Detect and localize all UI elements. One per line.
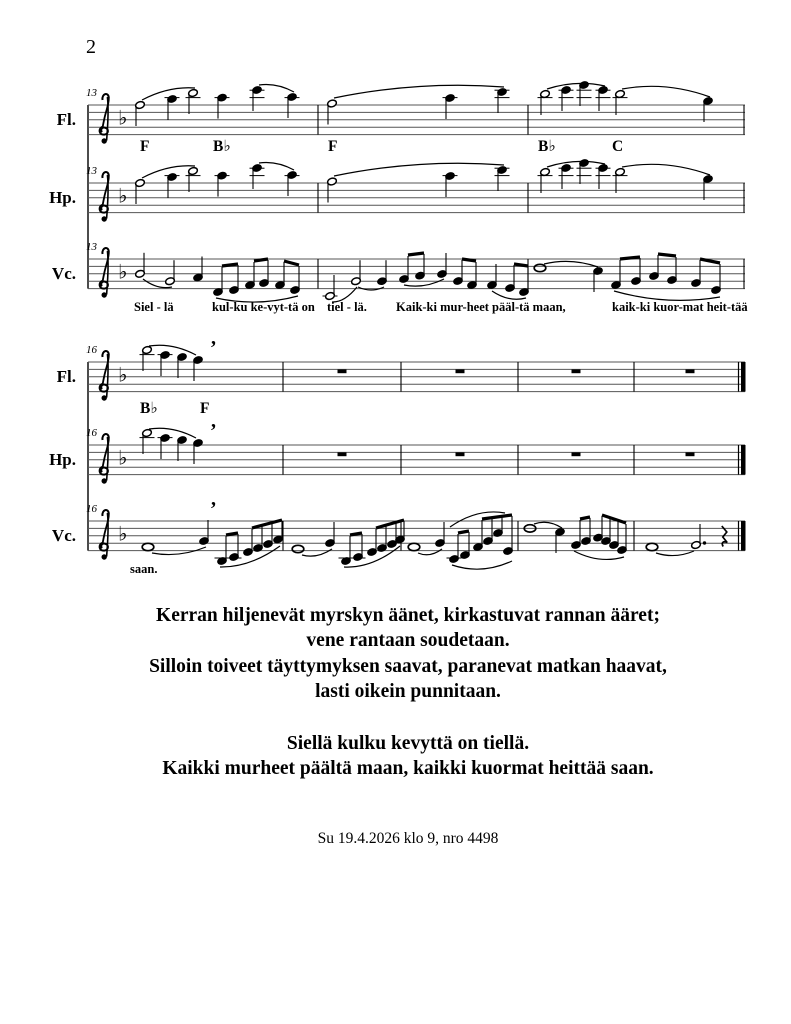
- beam: [222, 264, 238, 266]
- whole-rest: [456, 452, 465, 456]
- beam: [580, 517, 590, 519]
- treble-clef-icon: [102, 216, 107, 221]
- instrument-label: Hp.: [49, 188, 76, 207]
- verse-line: vene rantaan soudetaan.: [306, 630, 510, 652]
- breath-mark: ’: [210, 337, 217, 359]
- slur: [656, 551, 694, 556]
- treble-clef-icon: [107, 437, 108, 481]
- whole-rest: [338, 452, 347, 456]
- lyric-text: tiel - lä.: [327, 300, 367, 314]
- lyric-text: saan.: [130, 562, 158, 576]
- flat-sign: ♭: [118, 105, 128, 130]
- beam: [408, 253, 424, 255]
- slur: [259, 84, 294, 92]
- treble-clef-icon: [102, 478, 107, 483]
- beam: [658, 254, 676, 256]
- verse-line: Kaikki murheet päältä maan, kaikki kuormat heittää saan.: [162, 758, 654, 780]
- lyric-text: kaik-ki kuor-mat heit-tää: [612, 300, 748, 314]
- chord-symbol: C: [612, 138, 624, 155]
- instrument-label: Vc.: [51, 264, 76, 283]
- final-barline: [741, 445, 746, 475]
- slur: [534, 522, 562, 528]
- chord-symbol: B♭: [140, 400, 158, 417]
- slur: [302, 549, 332, 556]
- lyric-text: Kaik-ki mur-heet pääl-tä maan,: [396, 300, 566, 314]
- treble-clef-icon: [102, 138, 107, 143]
- measure-number: 13: [86, 87, 97, 99]
- flat-sign: ♭: [118, 183, 128, 208]
- instrument-label: Fl.: [56, 367, 76, 386]
- page-number: 2: [86, 36, 96, 58]
- flat-sign: ♭: [118, 259, 128, 284]
- flat-sign: ♭: [118, 445, 128, 470]
- chord-symbol: F: [140, 138, 150, 155]
- slur: [149, 345, 196, 355]
- slur: [614, 291, 720, 300]
- final-barline: [741, 521, 746, 551]
- slur: [547, 161, 605, 167]
- slur: [418, 549, 442, 555]
- slur: [452, 561, 512, 569]
- treble-clef-icon: [102, 292, 107, 297]
- chord-symbol: F: [200, 400, 210, 417]
- lyric-text: Siel - lä: [134, 300, 174, 314]
- treble-clef-icon: [102, 395, 107, 400]
- chord-symbol: B♭: [213, 138, 231, 155]
- note-head: [408, 543, 420, 550]
- breath-mark: ’: [210, 498, 217, 520]
- whole-rest: [338, 369, 347, 373]
- treble-clef-icon: [107, 97, 108, 141]
- chord-symbol: F: [328, 138, 338, 155]
- slur: [334, 163, 504, 176]
- beam: [284, 261, 299, 265]
- note-head: [534, 264, 546, 271]
- treble-clef-icon: [107, 251, 108, 295]
- measure-number: 16: [86, 427, 97, 439]
- treble-clef-icon: [102, 554, 107, 559]
- beam: [482, 515, 512, 519]
- date-stamp: Su 19.4.2026 klo 9, nro 4498: [317, 830, 499, 847]
- verse-block-1: [30, 603, 786, 704]
- beam: [350, 533, 362, 535]
- augmentation-dot: [703, 541, 706, 544]
- slur: [622, 164, 710, 175]
- note-head: [646, 543, 658, 550]
- note-head: [292, 545, 304, 552]
- instrument-label: Hp.: [49, 450, 76, 469]
- flat-sign: ♭: [118, 362, 128, 387]
- verse-line: Siellä kulku kevyttä on tiellä.: [286, 733, 530, 754]
- treble-clef-icon: [107, 175, 108, 219]
- instrument-label: Vc.: [51, 526, 76, 545]
- slur: [334, 85, 504, 98]
- note-head: [142, 543, 154, 550]
- beam: [458, 531, 469, 533]
- slur: [149, 428, 196, 438]
- verse-line: lasti oikein punnitaan.: [315, 680, 501, 702]
- whole-rest: [572, 369, 581, 373]
- breath-mark: ’: [210, 420, 217, 442]
- verse-block-2: [30, 731, 786, 782]
- beam: [462, 259, 476, 261]
- whole-rest: [686, 369, 695, 373]
- treble-clef-icon: [107, 354, 108, 398]
- measure-number: 16: [86, 344, 97, 356]
- measure-number: 13: [86, 241, 97, 253]
- slur: [450, 512, 505, 527]
- flat-sign: ♭: [118, 521, 128, 546]
- beam: [700, 259, 720, 263]
- measure-number: 13: [86, 165, 97, 177]
- slur: [259, 162, 294, 170]
- treble-clef-icon: [107, 513, 108, 557]
- whole-rest: [572, 452, 581, 456]
- instrument-label: Fl.: [56, 110, 76, 129]
- beam: [514, 264, 528, 266]
- chord-symbol: B♭: [538, 138, 556, 155]
- verse-line: Silloin toiveet täyttymyksen saavat, paranevat matkan haavat,: [149, 655, 667, 677]
- final-barline: [741, 362, 746, 392]
- whole-rest: [686, 452, 695, 456]
- slur: [574, 551, 624, 559]
- slur: [404, 279, 444, 286]
- beam: [602, 515, 626, 523]
- slur: [622, 86, 710, 97]
- slur: [547, 83, 605, 89]
- beam: [620, 257, 640, 259]
- whole-rest: [456, 369, 465, 373]
- lyric-text: kul-ku ke-vyt-tä on: [212, 300, 315, 314]
- beam: [254, 259, 268, 261]
- measure-number: 16: [86, 503, 97, 515]
- beam: [226, 533, 238, 535]
- verse-line: Kerran hiljenevät myrskyn äänet, kirkastuvat rannan ääret;: [156, 605, 660, 626]
